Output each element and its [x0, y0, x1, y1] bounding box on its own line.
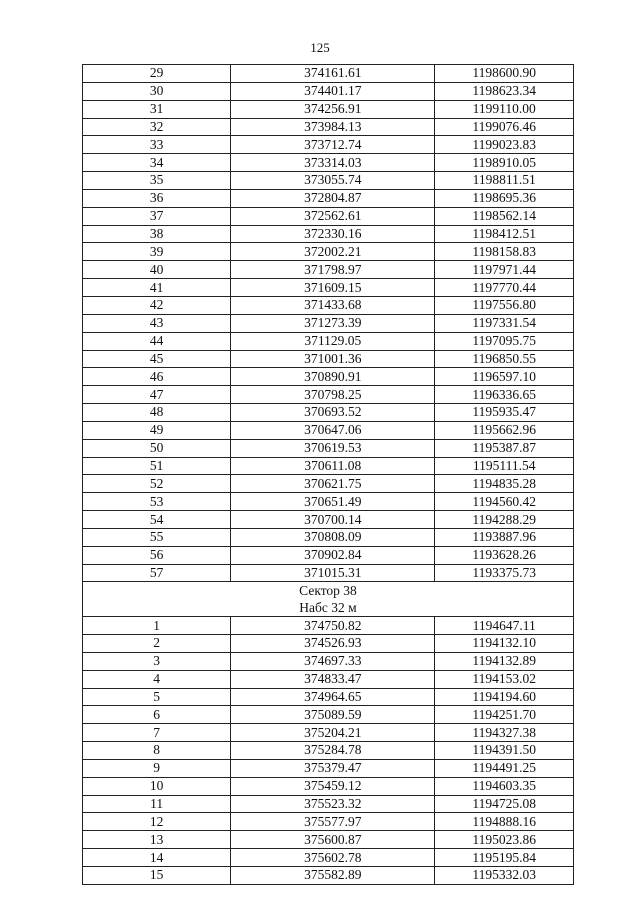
table-row: [83, 279, 574, 297]
point-number: 4: [83, 670, 231, 688]
point-number: 45: [83, 350, 231, 368]
y-coordinate: 1194251.70: [435, 706, 574, 724]
point-number: 57: [83, 564, 231, 582]
table-row: [83, 617, 574, 635]
x-coordinate: 375600.87: [231, 831, 435, 849]
table-row: [83, 172, 574, 190]
point-number: 35: [83, 172, 231, 190]
table-row: [83, 670, 574, 688]
table-row: [83, 65, 574, 83]
y-coordinate: 1195195.84: [435, 849, 574, 867]
table-row: [83, 635, 574, 653]
point-number: 5: [83, 688, 231, 706]
point-number: 44: [83, 332, 231, 350]
point-number: 6: [83, 706, 231, 724]
point-number: 46: [83, 368, 231, 386]
y-coordinate: 1196850.55: [435, 350, 574, 368]
y-coordinate: 1198811.51: [435, 172, 574, 190]
point-number: 56: [83, 546, 231, 564]
table-row: [83, 742, 574, 760]
x-coordinate: 370693.52: [231, 404, 435, 422]
point-number: 13: [83, 831, 231, 849]
y-coordinate: 1194560.42: [435, 493, 574, 511]
point-number: 52: [83, 475, 231, 493]
table-row: [83, 795, 574, 813]
point-number: 7: [83, 724, 231, 742]
coordinates-table: [82, 64, 574, 885]
x-coordinate: 373055.74: [231, 172, 435, 190]
x-coordinate: 370700.14: [231, 511, 435, 529]
y-coordinate: 1194725.08: [435, 795, 574, 813]
table-row: [83, 564, 574, 582]
x-coordinate: 371433.68: [231, 296, 435, 314]
point-number: 10: [83, 777, 231, 795]
x-coordinate: 372804.87: [231, 189, 435, 207]
x-coordinate: 375523.32: [231, 795, 435, 813]
page-number: 125: [310, 40, 330, 55]
table-row: [83, 404, 574, 422]
x-coordinate: 371129.05: [231, 332, 435, 350]
x-coordinate: 370621.75: [231, 475, 435, 493]
y-coordinate: 1199023.83: [435, 136, 574, 154]
y-coordinate: 1194153.02: [435, 670, 574, 688]
table-row: [83, 706, 574, 724]
y-coordinate: 1197971.44: [435, 261, 574, 279]
x-coordinate: 371609.15: [231, 279, 435, 297]
x-coordinate: 375577.97: [231, 813, 435, 831]
x-coordinate: 374161.61: [231, 65, 435, 83]
x-coordinate: 371015.31: [231, 564, 435, 582]
y-coordinate: 1195023.86: [435, 831, 574, 849]
y-coordinate: 1199076.46: [435, 118, 574, 136]
table-row: [83, 831, 574, 849]
y-coordinate: 1195387.87: [435, 439, 574, 457]
table-row: [83, 652, 574, 670]
y-coordinate: 1194194.60: [435, 688, 574, 706]
table-row: [83, 332, 574, 350]
table-row: [83, 688, 574, 706]
point-number: 42: [83, 296, 231, 314]
y-coordinate: 1194888.16: [435, 813, 574, 831]
point-number: 8: [83, 742, 231, 760]
point-number: 12: [83, 813, 231, 831]
point-number: 29: [83, 65, 231, 83]
y-coordinate: 1195332.03: [435, 866, 574, 884]
table-row: [83, 421, 574, 439]
x-coordinate: 375459.12: [231, 777, 435, 795]
table-row: [83, 136, 574, 154]
point-number: 11: [83, 795, 231, 813]
point-number: 9: [83, 759, 231, 777]
table-row: [83, 866, 574, 884]
point-number: 34: [83, 154, 231, 172]
y-coordinate: 1194491.25: [435, 759, 574, 777]
y-coordinate: 1194288.29: [435, 511, 574, 529]
point-number: 36: [83, 189, 231, 207]
x-coordinate: 374256.91: [231, 100, 435, 118]
table-row: [83, 82, 574, 100]
table-row: [83, 475, 574, 493]
point-number: 1: [83, 617, 231, 635]
table-row: [83, 296, 574, 314]
y-coordinate: 1198562.14: [435, 207, 574, 225]
x-coordinate: 375582.89: [231, 866, 435, 884]
x-coordinate: 371001.36: [231, 350, 435, 368]
point-number: 53: [83, 493, 231, 511]
y-coordinate: 1194391.50: [435, 742, 574, 760]
point-number: 30: [83, 82, 231, 100]
table-row: [83, 100, 574, 118]
sector-subtitle: Набс 32 м: [83, 599, 574, 616]
point-number: 54: [83, 511, 231, 529]
y-coordinate: 1194603.35: [435, 777, 574, 795]
point-number: 50: [83, 439, 231, 457]
y-coordinate: 1197770.44: [435, 279, 574, 297]
x-coordinate: 373314.03: [231, 154, 435, 172]
x-coordinate: 372330.16: [231, 225, 435, 243]
x-coordinate: 375602.78: [231, 849, 435, 867]
x-coordinate: 372562.61: [231, 207, 435, 225]
y-coordinate: 1197095.75: [435, 332, 574, 350]
point-number: 49: [83, 421, 231, 439]
point-number: 37: [83, 207, 231, 225]
table-row: [83, 759, 574, 777]
table-row: [83, 493, 574, 511]
point-number: 40: [83, 261, 231, 279]
x-coordinate: 374750.82: [231, 617, 435, 635]
y-coordinate: 1197556.80: [435, 296, 574, 314]
x-coordinate: 370651.49: [231, 493, 435, 511]
point-number: 33: [83, 136, 231, 154]
table-row: [83, 386, 574, 404]
y-coordinate: 1194647.11: [435, 617, 574, 635]
table-row: [83, 118, 574, 136]
x-coordinate: 371798.97: [231, 261, 435, 279]
point-number: 3: [83, 652, 231, 670]
table-row: [83, 314, 574, 332]
y-coordinate: 1194835.28: [435, 475, 574, 493]
y-coordinate: 1197331.54: [435, 314, 574, 332]
y-coordinate: 1195111.54: [435, 457, 574, 475]
sector-subtitle-row: [83, 599, 574, 616]
y-coordinate: 1198623.34: [435, 82, 574, 100]
x-coordinate: 375089.59: [231, 706, 435, 724]
x-coordinate: 370647.06: [231, 421, 435, 439]
table-row: [83, 457, 574, 475]
y-coordinate: 1198412.51: [435, 225, 574, 243]
y-coordinate: 1193628.26: [435, 546, 574, 564]
point-number: 2: [83, 635, 231, 653]
y-coordinate: 1193887.96: [435, 528, 574, 546]
y-coordinate: 1199110.00: [435, 100, 574, 118]
table-row: [83, 243, 574, 261]
x-coordinate: 372002.21: [231, 243, 435, 261]
y-coordinate: 1194132.89: [435, 652, 574, 670]
x-coordinate: 370890.91: [231, 368, 435, 386]
x-coordinate: 374833.47: [231, 670, 435, 688]
x-coordinate: 374697.33: [231, 652, 435, 670]
sector-title: Сектор 38: [83, 582, 574, 599]
point-number: 31: [83, 100, 231, 118]
x-coordinate: 374526.93: [231, 635, 435, 653]
table-row: [83, 154, 574, 172]
table-row: [83, 368, 574, 386]
x-coordinate: 374964.65: [231, 688, 435, 706]
y-coordinate: 1195935.47: [435, 404, 574, 422]
point-number: 14: [83, 849, 231, 867]
x-coordinate: 375284.78: [231, 742, 435, 760]
x-coordinate: 373984.13: [231, 118, 435, 136]
y-coordinate: 1196336.65: [435, 386, 574, 404]
table-row: [83, 189, 574, 207]
point-number: 39: [83, 243, 231, 261]
x-coordinate: 371273.39: [231, 314, 435, 332]
point-number: 32: [83, 118, 231, 136]
table-row: [83, 261, 574, 279]
table-row: [83, 225, 574, 243]
y-coordinate: 1198910.05: [435, 154, 574, 172]
table-row: [83, 777, 574, 795]
y-coordinate: 1196597.10: [435, 368, 574, 386]
point-number: 55: [83, 528, 231, 546]
x-coordinate: 375379.47: [231, 759, 435, 777]
table-row: [83, 849, 574, 867]
y-coordinate: 1193375.73: [435, 564, 574, 582]
y-coordinate: 1198600.90: [435, 65, 574, 83]
y-coordinate: 1194327.38: [435, 724, 574, 742]
x-coordinate: 374401.17: [231, 82, 435, 100]
y-coordinate: 1195662.96: [435, 421, 574, 439]
table-row: [83, 511, 574, 529]
table-row: [83, 528, 574, 546]
point-number: 41: [83, 279, 231, 297]
table-row: [83, 724, 574, 742]
table-row: [83, 813, 574, 831]
x-coordinate: 370611.08: [231, 457, 435, 475]
x-coordinate: 375204.21: [231, 724, 435, 742]
x-coordinate: 370798.25: [231, 386, 435, 404]
x-coordinate: 373712.74: [231, 136, 435, 154]
table-row: [83, 207, 574, 225]
table-row: [83, 350, 574, 368]
y-coordinate: 1198158.83: [435, 243, 574, 261]
x-coordinate: 370902.84: [231, 546, 435, 564]
x-coordinate: 370619.53: [231, 439, 435, 457]
point-number: 43: [83, 314, 231, 332]
point-number: 51: [83, 457, 231, 475]
point-number: 47: [83, 386, 231, 404]
y-coordinate: 1194132.10: [435, 635, 574, 653]
table-row: [83, 439, 574, 457]
point-number: 48: [83, 404, 231, 422]
point-number: 15: [83, 866, 231, 884]
table-row: [83, 546, 574, 564]
sector-title-row: [83, 582, 574, 599]
point-number: 38: [83, 225, 231, 243]
x-coordinate: 370808.09: [231, 528, 435, 546]
y-coordinate: 1198695.36: [435, 189, 574, 207]
